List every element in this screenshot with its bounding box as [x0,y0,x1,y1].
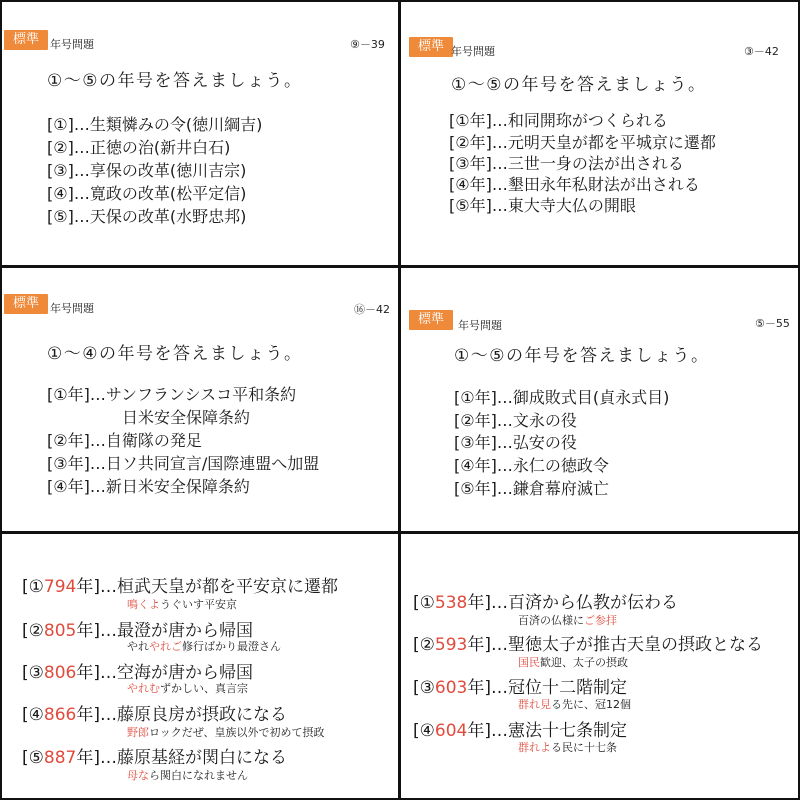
question-number: ⑯－42 [354,303,390,316]
level-badge: 標準 [4,294,48,314]
question-line: [②]…正徳の治(新井白石) [47,138,231,157]
question-line: [②年]…元明天皇が都を平城京に遷都 [449,133,716,152]
answer-line: [③806年]…空海が唐から帰国 [22,663,253,683]
answer-panel-right [401,534,800,800]
question-line: [①年]…和同開珎がつくられる [449,111,668,130]
level-badge: 標準 [409,310,453,330]
level-badge: 標準 [4,30,48,50]
question-line: [⑤]…天保の改革(水野忠邦) [47,207,247,226]
category-label: 年号問題 [50,302,94,315]
question-prompt: ①～④の年号を答えましょう。 [47,344,303,364]
mnemonic-note: 群れよる民に十七条 [518,741,617,754]
question-number: ⑨－39 [350,38,385,51]
question-line: [⑤年]…鎌倉幕府滅亡 [454,479,609,498]
answer-line: [①794年]…桓武天皇が都を平安京に遷都 [22,577,338,597]
question-line: [③]…享保の改革(徳川吉宗) [47,161,247,180]
answer-line: [③603年]…冠位十二階制定 [413,678,627,698]
mnemonic-note: やれむずかしい、真言宗 [127,682,248,695]
question-line: [⑤年]…東大寺大仏の開眼 [449,196,636,215]
mnemonic-note: 野郎ロックだぜ、皇族以外で初めて摂政 [127,726,325,739]
mnemonic-note: 群れ見る先に、冠12個 [518,698,631,711]
answer-year: 806 [43,663,77,683]
question-line: [②年]…自衛隊の発足 [47,431,202,450]
answer-line: [④866年]…藤原良房が摂政になる [22,705,287,725]
question-line: [①]…生類憐みの令(徳川綱吉) [47,115,263,134]
question-line: [④年]…新日米安全保障条約 [47,477,250,496]
question-line: [③年]…弘安の役 [454,433,577,452]
quiz-card-4 [401,268,800,531]
answer-year: 603 [434,678,468,698]
answer-line: [⑤887年]…藤原基経が関白になる [22,748,287,768]
mnemonic-note: 母なら関白になれません [127,769,248,782]
mnemonic-note: 百済の仏様にご参拝 [518,614,617,627]
answer-line: [④604年]…憲法十七条制定 [413,721,627,741]
answer-year: 538 [434,593,468,613]
answer-year: 794 [43,577,77,597]
question-prompt: ①～⑤の年号を答えましょう。 [47,71,303,91]
answer-panel-left [0,534,398,800]
quiz-card-2 [401,0,800,265]
question-number: ③－42 [744,45,779,58]
level-badge: 標準 [409,37,453,57]
question-line: [③年]…日ソ共同宣言/国際連盟へ加盟 [47,454,320,473]
question-line: [④年]…墾田永年私財法が出される [449,175,700,194]
answer-year: 887 [43,748,77,768]
category-label: 年号問題 [50,38,94,51]
category-label: 年号問題 [458,319,502,332]
question-line: [③年]…三世一身の法が出される [449,154,684,173]
question-line: [①年]…御成敗式目(貞永式目) [454,388,670,407]
question-line: [④]…寛政の改革(松平定信) [47,184,247,203]
quiz-card-1 [0,0,398,265]
mnemonic-note: 鳴くようぐいす平安京 [127,598,237,611]
mnemonic-note: やれやれご修行ばかり最澄さん [127,640,281,653]
answer-year: 866 [43,705,77,725]
question-prompt: ①～⑤の年号を答えましょう。 [454,346,710,366]
question-number: ⑤－55 [755,317,790,330]
answer-line: [②805年]…最澄が唐から帰国 [22,621,253,641]
answer-year: 805 [43,621,77,641]
question-line: 日米安全保障条約 [122,408,251,427]
question-line: [④年]…永仁の徳政令 [454,456,609,475]
answer-year: 604 [434,721,468,741]
question-line: [①年]…サンフランシスコ平和条約 [47,385,297,404]
quiz-card-3 [0,268,398,531]
question-prompt: ①～⑤の年号を答えましょう。 [451,75,707,95]
category-label: 年号問題 [451,45,495,58]
question-line: [②年]…文永の役 [454,411,577,430]
answer-line: [①538年]…百済から仏教が伝わる [413,593,678,613]
answer-line: [②593年]…聖徳太子が推古天皇の摂政となる [413,635,763,655]
answer-year: 593 [434,635,468,655]
mnemonic-note: 国民歓迎、太子の摂政 [518,656,628,669]
